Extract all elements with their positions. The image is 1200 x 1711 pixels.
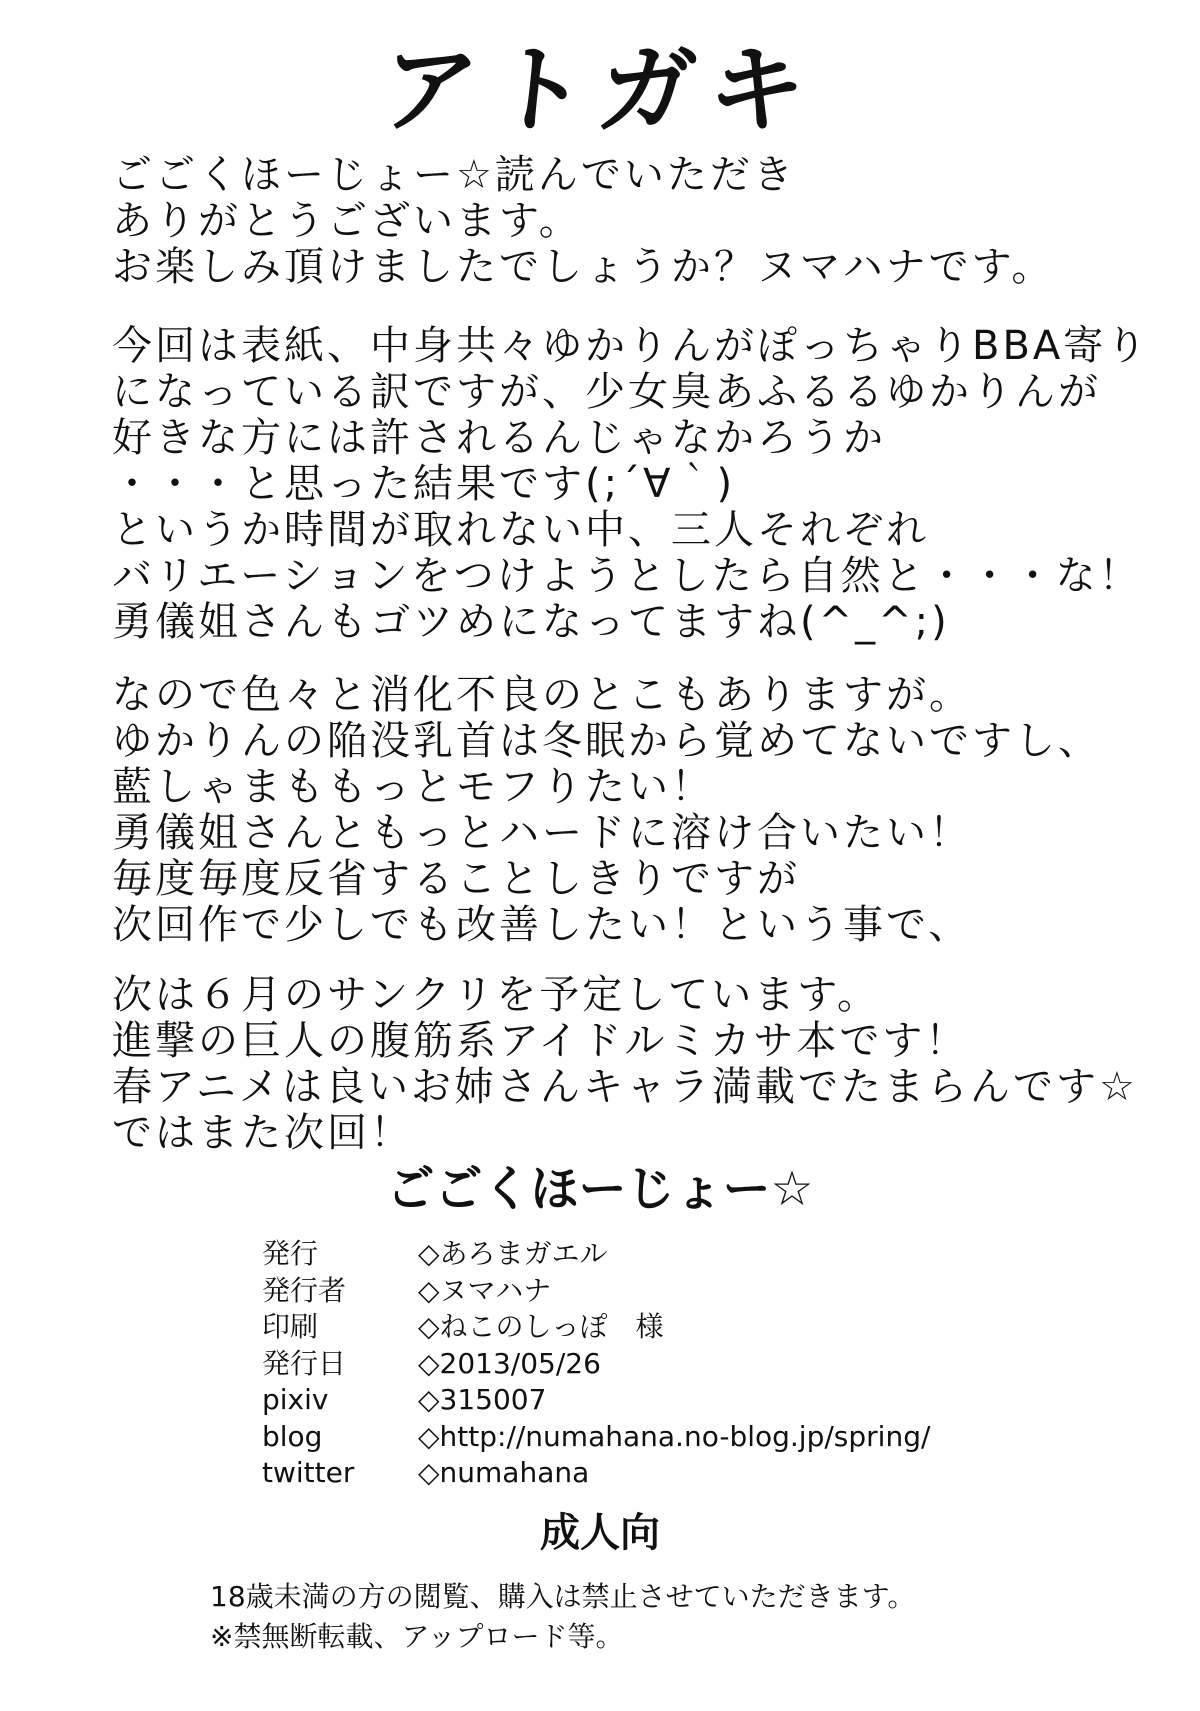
colophon-label: twitter: [262, 1456, 355, 1489]
colophon-label: 印刷: [262, 1310, 319, 1343]
notice-line: 18歳未満の方の閲覧、購入は禁止させていただきます。: [210, 1580, 916, 1613]
afterword-paragraph-1: [112, 152, 1132, 290]
notice-line: ※禁無断転載、アップロード等。: [210, 1620, 624, 1653]
afterword-paragraph-4: [112, 972, 1138, 1156]
text-line: 好きな方には許されるんじゃなかろうか: [112, 415, 886, 461]
colophon-label: 発行者: [262, 1273, 347, 1307]
adult-rating-label: 成人向: [540, 1510, 660, 1556]
text-line: 勇儀姐さんもゴツめになってますね(^_^;): [112, 599, 950, 645]
colophon-row: [262, 1419, 930, 1456]
text-line: ・・・と思った結果です(;´∀｀): [112, 461, 736, 507]
colophon-row: [262, 1382, 930, 1419]
text-line: 進撃の巨人の腹筋系アイドルミカサ本です！: [112, 1018, 969, 1064]
colophon-row: [262, 1273, 930, 1310]
text-line: ではまた次回！: [112, 1110, 413, 1156]
text-line: 春アニメは良いお姉さんキャラ満載でたまらんです☆: [112, 1064, 1138, 1110]
colophon-value: ◇315007: [418, 1383, 547, 1416]
text-line: ゆかりんの陥没乳首は冬眠から覚めてないですし、: [112, 718, 1101, 764]
afterword-paragraph-2: [112, 323, 1150, 645]
text-line: 勇儀姐さんともっとハードに溶け合いたい！: [112, 810, 972, 856]
colophon-value: ◇2013/05/26: [418, 1346, 601, 1380]
colophon-row: [262, 1346, 930, 1383]
text-line: 次は６月のサンクリを予定しています。: [112, 972, 880, 1018]
afterword-heading: アトガキ: [375, 34, 825, 146]
text-line: なので色々と消化不良のとこもありますが。: [112, 672, 972, 718]
text-line: ごごくほーじょー☆読んでいただき: [112, 152, 796, 198]
colophon-value: ◇ねこのしっぽ 様: [418, 1310, 664, 1343]
colophon-label: 発行日: [262, 1346, 347, 1380]
text-line: バリエーションをつけようとしたら自然と・・・な！: [112, 553, 1142, 599]
text-line: お楽しみ頂けましたでしょうか？ヌマハナです。: [112, 244, 1055, 290]
colophon-label: pixiv: [262, 1383, 329, 1416]
colophon-value: ◇あろまガエル: [418, 1237, 608, 1270]
colophon-title: ごごくほーじょー☆: [386, 1161, 814, 1217]
colophon-value: ◇http://numahana.no-blog.jp/spring/: [418, 1419, 931, 1453]
text-line: 今回は表紙、中身共々ゆかりんがぽっちゃりBBA寄り: [112, 323, 1150, 369]
colophon-label: blog: [262, 1419, 323, 1453]
colophon-value: ◇ヌマハナ: [418, 1273, 552, 1307]
text-line: ありがとうございます。: [112, 198, 582, 244]
colophon-row: [262, 1455, 930, 1492]
text-line: 毎度毎度反省することしきりですが: [112, 856, 800, 902]
colophon-value: ◇numahana: [418, 1456, 590, 1489]
text-line: になっている訳ですが、少女臭あふるるゆかりんが: [112, 369, 1101, 415]
colophon-table: [262, 1236, 930, 1492]
colophon-row: [262, 1236, 930, 1273]
text-line: 次回作で少しでも改善したい！という事で、: [112, 902, 972, 948]
text-line: というか時間が取れない中、三人それぞれ: [112, 507, 929, 553]
afterword-paragraph-3: [112, 672, 1132, 948]
age-notice: [210, 1577, 915, 1657]
colophon-row: [262, 1309, 930, 1346]
text-line: 藍しゃまももっとモフりたい！: [112, 764, 714, 810]
colophon-label: 発行: [262, 1237, 319, 1270]
